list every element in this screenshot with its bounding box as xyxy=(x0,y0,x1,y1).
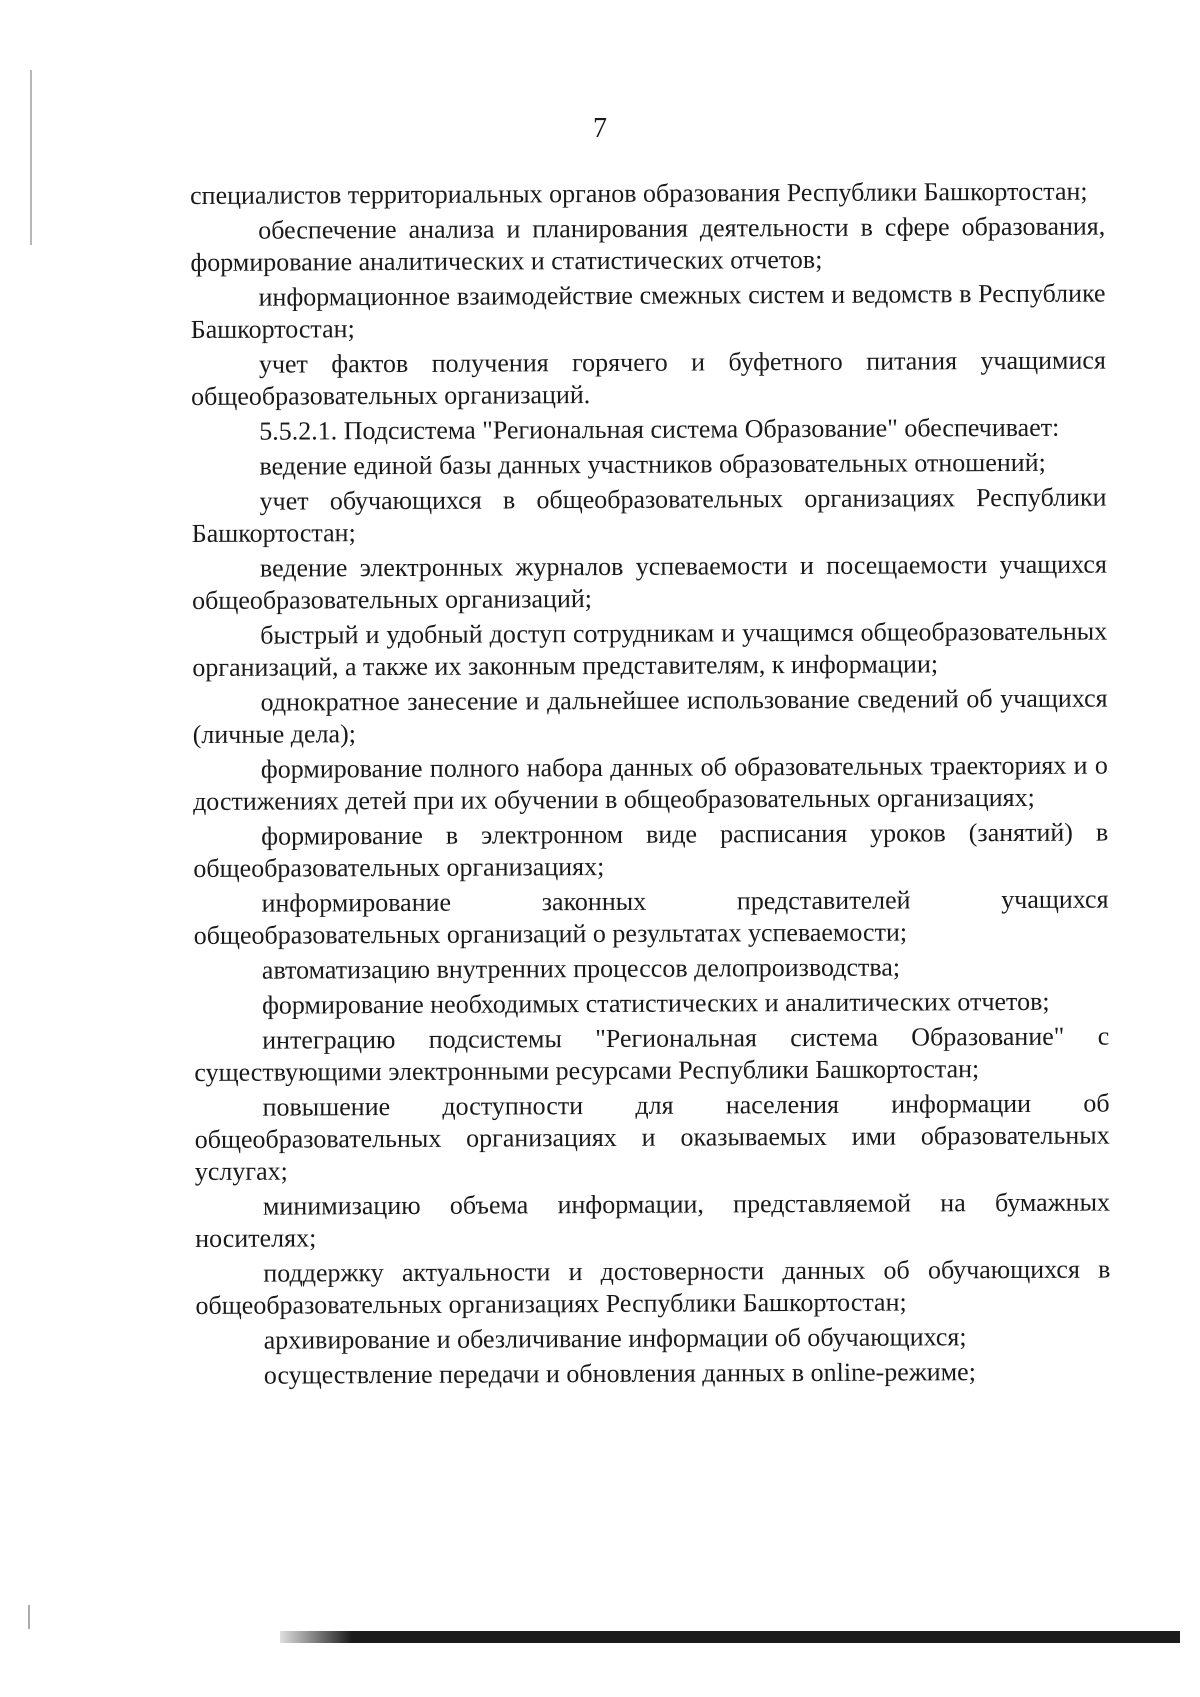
scan-edge-line xyxy=(30,70,32,245)
paragraph: осуществление передачи и обновления данных в online-режиме; xyxy=(263,1357,976,1390)
document-body xyxy=(190,176,1111,1395)
paragraph: повышение доступности для населения информации об общеобразовательных организациях и оказываемых ими образовательных услугах; xyxy=(194,1088,1110,1186)
scan-bottom-bar xyxy=(280,1631,1180,1643)
paragraph: информирование законных представителей учащихся общеобразовательных организаций о результатах успеваемости; xyxy=(193,884,1109,950)
paragraph: учет фактов получения горячего и буфетного питания учащимися общеобразовательных организаций. xyxy=(190,345,1106,411)
paragraph: интеграцию подсистемы "Региональная система Образование" с существующими электронными ресурсами Республики Башкортостан; xyxy=(194,1021,1110,1087)
paragraph: формирование необходимых статистических и аналитических отчетов; xyxy=(261,986,1050,1020)
scan-edge-mark xyxy=(28,1605,30,1629)
paragraph: быстрый и удобный доступ сотрудникам и учащимся общеобразовательных организаций, а также их законным представителям, к информации; xyxy=(192,616,1108,682)
paragraph: ведение единой базы данных участников образовательных отношений; xyxy=(259,447,1046,481)
paragraph: формирование в электронном виде расписания уроков (занятий) в общеобразовательных организациях; xyxy=(193,817,1109,883)
page-number: 7 xyxy=(593,113,607,144)
paragraph: формирование полного набора данных об образовательных траекториях и о достижениях детей при их обучении в общеобразовательных организациях; xyxy=(192,750,1108,816)
paragraph: учет обучающихся в общеобразовательных организациях Республики Башкортостан; xyxy=(191,482,1107,548)
paragraph: информационное взаимодействие смежных систем и ведомств в Республике Башкортостан; xyxy=(190,278,1106,344)
paragraph: архивирование и обезличивание информации об обучающихся; xyxy=(263,1322,967,1355)
paragraph: ведение электронных журналов успеваемости и посещаемости учащихся общеобразовательных организаций; xyxy=(191,549,1107,615)
paragraph: специалистов территориальных органов образования Республики Башкортостан; xyxy=(190,176,1088,210)
paragraph: поддержку актуальности и достоверности данных об обучающихся в общеобразовательных организациях Республики Башкортостан; xyxy=(195,1254,1111,1320)
paragraph: минимизацию объема информации, представляемой на бумажных носителях; xyxy=(195,1187,1111,1253)
section-heading-paragraph: 5.5.2.1. Подсистема "Региональная система Образование" обеспечивает: xyxy=(259,412,1060,446)
paragraph: автоматизацию внутренних процессов делопроизводства; xyxy=(261,952,901,985)
paragraph: обеспечение анализа и планирования деятельности в сфере образования, формирование аналитических и статистических отчетов; xyxy=(190,211,1106,277)
paragraph: однократное занесение и дальнейшее использование сведений об учащихся (личные дела); xyxy=(192,683,1108,749)
